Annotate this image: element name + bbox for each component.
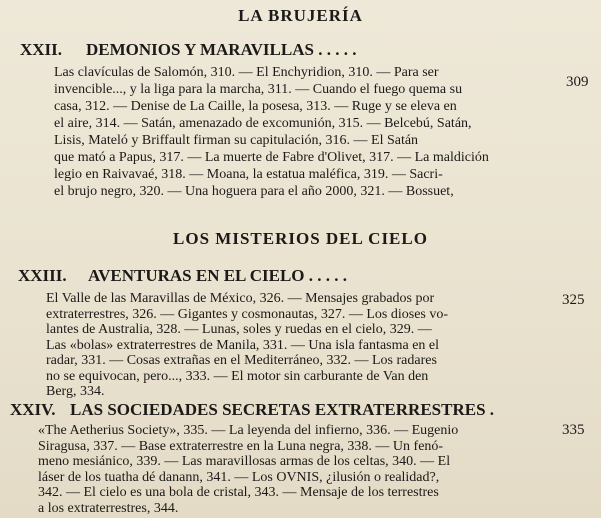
summary-line: láser de los tuatha dé danann, 341. — Los OVNIS, ¿ilusión o realidad?, xyxy=(38,469,440,485)
summary-line: Lisis, Mateló y Briffault firman su capitulación, 316. — El Satán xyxy=(54,133,419,148)
summary-line: invencible..., y la liga para la marcha, 311. — Cuando el fuego quema su xyxy=(54,82,463,97)
summary-line: casa, 312. — Denise de La Caille, la posesa, 313. — Ruge y se eleva en xyxy=(54,99,457,114)
summary-line: 342. — El cielo es una bola de cristal, 343. — Mensaje de los terrestres xyxy=(38,485,439,500)
chapter-page-number: 335 xyxy=(562,422,585,438)
summary-line: meno mesiánico, 339. — Las maravillosas armas de los celtas, 340. — El xyxy=(38,454,451,469)
summary-line: radar, 331. — Cosas extrañas en el Mediterráneo, 332. — Los radares xyxy=(46,353,437,368)
summary-line: a los extraterrestres, 344. xyxy=(38,500,179,516)
summary-line: no se equivocan, pero..., 333. — El motor sin carburante de Van den xyxy=(46,368,429,384)
summary-line: Las clavículas de Salomón, 310. — El Enchyridion, 310. — Para ser xyxy=(54,65,439,80)
chapter-title: DEMONIOS Y MARAVILLAS . . . . . xyxy=(86,40,357,59)
summary-line: Las «bolas» extraterrestres de Manila, 331. — Una isla fantasma en el xyxy=(46,337,440,353)
summary-line: El Valle de las Maravillas de México, 326. — Mensajes grabados por xyxy=(46,291,435,306)
chapter-title: LAS SOCIEDADES SECRETAS EXTRATERRESTRES . xyxy=(70,400,495,419)
chapter-number: XXIII. xyxy=(18,266,67,285)
chapter-page-number: 325 xyxy=(562,292,585,308)
summary-line: «The Aetherius Society», 335. — La leyenda del infierno, 336. — Eugenio xyxy=(38,423,459,438)
summary-line: lantes de Australia, 328. — Lunas, soles y ruedas en el cielo, 329. — xyxy=(46,322,432,337)
summary-line: Siragusa, 337. — Base extraterrestre en la Luna negra, 338. — Un fenó- xyxy=(38,438,444,454)
summary-line: el aire, 314. — Satán, amenazado de excomunión, 315. — Belcebú, Satán, xyxy=(54,116,472,131)
summary-line: Berg, 334. xyxy=(46,384,105,399)
summary-line: legio en Raivavaé, 318. — Moana, la estatua maléfica, 319. — Sacri- xyxy=(54,167,443,182)
part-title-misterios: LOS MISTERIOS DEL CIELO xyxy=(173,229,428,248)
chapter-title: AVENTURAS EN EL CIELO . . . . . xyxy=(88,266,348,285)
summary-line: extraterrestres, 326. — Gigantes y cosmonautas, 327. — Los dioses vo- xyxy=(46,306,449,322)
part-title-brujeria: LA BRUJERÍA xyxy=(238,6,363,25)
chapter-number: XXIV. xyxy=(10,400,56,419)
chapter-page-number: 309 xyxy=(566,74,589,90)
summary-line: el brujo negro, 320. — Una hoguera para el año 2000, 321. — Bossuet, xyxy=(54,184,454,199)
chapter-number: XXII. xyxy=(20,40,63,59)
summary-line: que mató a Papus, 317. — La muerte de Fabre d'Olivet, 317. — La maldición xyxy=(54,150,489,165)
